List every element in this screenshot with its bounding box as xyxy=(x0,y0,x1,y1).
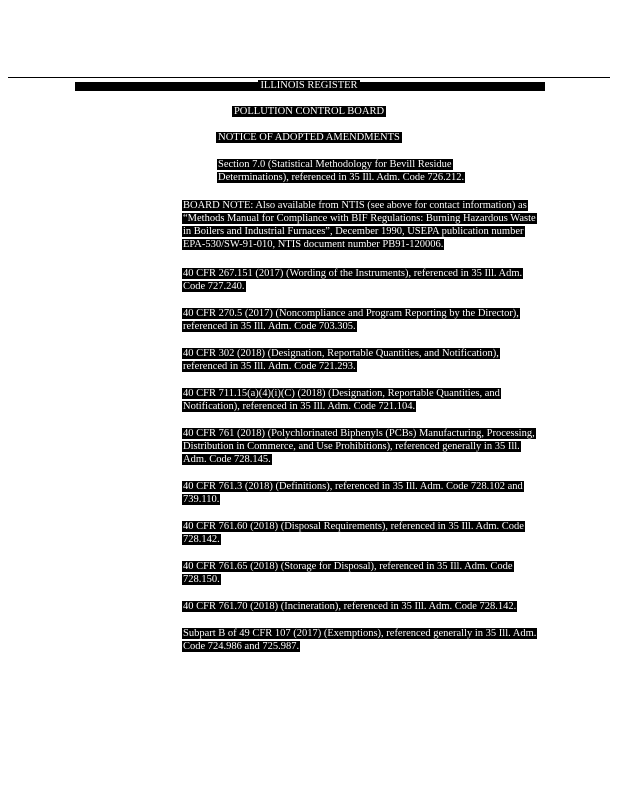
reference-text: 40 CFR 761.3 (2018) (Definitions), referenced in 35 Ill. Adm. Code 728.102 and 739.110. xyxy=(183,481,523,505)
reference-item xyxy=(182,387,544,413)
register-title-text: ILLINOIS REGISTER xyxy=(260,80,358,91)
reference-text: 40 CFR 267.151 (2017) (Wording of the Instruments), referenced in 35 Ill. Adm. Code 727.240. xyxy=(183,268,523,292)
notice-title xyxy=(0,132,618,144)
reference-text: 40 CFR 761.60 (2018) (Disposal Requirements), referenced in 35 Ill. Adm. Code 728.142. xyxy=(183,521,524,545)
reference-text: Subpart B of 49 CFR 107 (2017) (Exemptions), referenced generally in 35 Ill. Adm. Code 724.986 and 725.987. xyxy=(183,628,537,652)
board-title xyxy=(0,106,618,118)
top-rule xyxy=(8,77,610,78)
reference-item xyxy=(182,427,544,466)
board-note-text: BOARD NOTE: Also available from NTIS (see above for contact information) as “Methods Manual for Compliance with BIF Regulations: Burning Hazardous Waste in Boilers and Industrial Furnaces”, December 1990, USEPA publication number EPA-530/SW-91-010, NTIS document number PB91-120006. xyxy=(183,200,536,250)
reference-item xyxy=(182,560,544,586)
notice-title-text: NOTICE OF ADOPTED AMENDMENTS xyxy=(218,132,400,143)
reference-item xyxy=(182,520,544,546)
reference-text: 40 CFR 302 (2018) (Designation, Reportable Quantities, and Notification), referenced in 35 Ill. Adm. Code 721.293. xyxy=(183,348,499,372)
reference-text: 40 CFR 270.5 (2017) (Noncompliance and Program Reporting by the Director), referenced in 35 Ill. Adm. Code 703.305. xyxy=(183,308,519,332)
section-entry xyxy=(217,158,507,184)
reference-text: 40 CFR 761.65 (2018) (Storage for Disposal), referenced in 35 Ill. Adm. Code 728.150. xyxy=(183,561,513,585)
board-title-text: POLLUTION CONTROL BOARD xyxy=(233,106,385,117)
reference-text: 40 CFR 761.70 (2018) (Incineration), referenced in 35 Ill. Adm. Code 728.142. xyxy=(183,601,517,612)
section-entry-text: Section 7.0 (Statistical Methodology for Bevill Residue Determinations), referenced in 35 Ill. Adm. Code 726.212. xyxy=(218,159,465,183)
reference-item xyxy=(182,627,544,653)
reference-item xyxy=(182,480,544,506)
reference-item xyxy=(182,267,544,293)
reference-item xyxy=(182,307,544,333)
reference-list xyxy=(182,199,544,667)
register-title xyxy=(0,80,618,92)
reference-item xyxy=(182,600,544,613)
reference-item xyxy=(182,347,544,373)
reference-text: 40 CFR 761 (2018) (Polychlorinated Biphenyls (PCBs) Manufacturing, Processing, Distribution in Commerce, and Use Prohibitions), referenced generally in 35 Ill. Adm. Code 728.145. xyxy=(183,428,535,465)
reference-text: 40 CFR 711.15(a)(4)(i)(C) (2018) (Designation, Reportable Quantities, and Notification), referenced in 35 Ill. Adm. Code 721.104. xyxy=(183,388,500,412)
board-note xyxy=(182,199,544,251)
